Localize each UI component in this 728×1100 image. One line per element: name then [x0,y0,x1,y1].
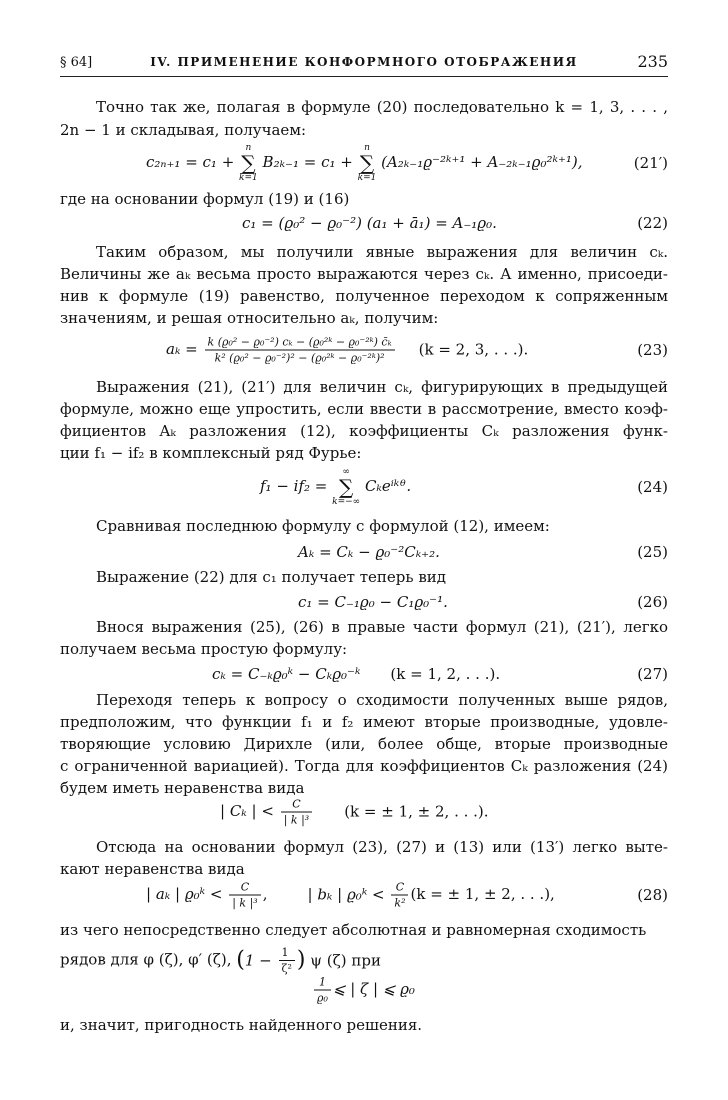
equation-number: (28) [637,886,668,904]
equation-number: (25) [637,543,668,561]
one-minus: 1 − [244,951,277,970]
eq-condition: (k = ± 1, ± 2, . . .). [344,802,489,820]
text-fragment: рядов для φ (ζ), φ′ (ζ), [60,950,232,969]
eq-part: | bₖ | ϱ₀ᵏ < [307,885,390,903]
sum-sign: ∞ ∑ k=−∞ [332,467,361,507]
equation-number: (21′) [633,154,668,172]
eq-lhs: c₂ₙ₊₁ = c₁ + [146,153,240,171]
equation-number: (23) [637,341,668,359]
text-line: с ограниченной вариацией). Тогда для коэффициентов Cₖ разложения (24) [60,757,668,775]
text-line: ции f₁ − if₂ в комплексный ряд Фурье: [60,444,362,462]
eq-rest: ⩽ | ζ | ⩽ ϱ₀ [332,980,415,998]
eq-condition: (k = 2, 3, . . .). [418,340,529,358]
equation-annulus [60,974,668,1006]
fraction-denominator: k² (ϱ₀² − ϱ₀⁻²)² − (ϱ₀²ᵏ − ϱ₀⁻²ᵏ)² [214,351,385,365]
sum-upper: ∞ [342,467,350,477]
equation-number: (26) [637,593,668,611]
text-fragment: ψ (ζ) при [310,951,381,970]
page-number: 235 [637,52,668,71]
eq-lhs: f₁ − if₂ = [260,477,333,495]
sum-lower: k=−∞ [332,497,361,507]
text-line: творяющие условию Дирихле (или, более обще, вторые производные [60,735,668,753]
equation-26 [60,589,668,615]
chapter-title: IV. ПРИМЕНЕНИЕ КОНФОРМНОГО ОТОБРАЖЕНИЯ [150,55,578,69]
text-line: Переходя теперь к вопросу о сходимости полученных выше рядов, [96,691,668,709]
eq-part: | aₖ | ϱ₀ᵏ < [146,885,228,903]
eq-rhs: (A₂ₖ₋₁ϱ⁻²ᵏ⁺¹ + A₋₂ₖ₋₁ϱ₀²ᵏ⁺¹), [376,153,583,171]
equation-24 [60,467,668,507]
eq-lhs: aₖ = [166,340,203,358]
text-line: Выражения (21), (21′) для величин cₖ, фигурирующих в предыдущей [96,378,668,396]
running-header [60,52,668,77]
text-line-series [60,946,668,975]
fraction [314,976,331,1005]
eq-mid: B₂ₖ₋₁ = c₁ + [257,153,358,171]
fraction-numerator: C [281,798,312,813]
eq-body: c₁ = C₋₁ϱ₀ − C₁ϱ₀⁻¹. [298,593,448,611]
equation-number: (27) [637,665,668,683]
equation-25 [60,539,668,565]
equation-number: (22) [637,214,668,232]
fraction-denominator: k² [394,896,406,910]
fraction-numerator: k (ϱ₀² − ϱ₀⁻²) cₖ − (ϱ₀²ᵏ − ϱ₀⁻²ᵏ) c̄ₖ [205,336,395,351]
sum-lower: k=1 [357,173,377,183]
right-paren: ) [296,947,306,973]
fraction-denominator: ϱ₀ [317,991,328,1005]
equation-27 [60,660,668,688]
sum-sign: n ∑ k=1 [239,143,258,183]
eq-body: Aₖ = Cₖ − ϱ₀⁻²Cₖ₊₂. [298,543,440,561]
equation-22 [60,210,668,236]
eq-lhs: | Cₖ | < [220,802,279,820]
eq-condition: (k = ± 1, ± 2, . . .), [410,885,555,903]
text-line: значениям, и решая относительно aₖ, получим: [60,309,439,327]
text-line: Таким образом, мы получили явные выражения для величин cₖ. [96,243,668,261]
equation-21-prime [60,143,668,183]
eq-body: c₁ = (ϱ₀² − ϱ₀⁻²) (a₁ + ā₁) = A₋₁ϱ₀. [242,214,497,232]
fraction-numerator: C [391,881,408,896]
section-ref: § 64] [60,55,93,70]
equation-23 [60,333,668,367]
text-line: Отсюда на основании формул (23), (27) и (13) или (13′) легко выте- [96,838,668,856]
fraction [391,881,408,910]
fraction-numerator: 1 [314,976,331,991]
sum-upper: n [364,143,370,153]
text-line: 2n − 1 и складывая, получаем: [60,121,307,139]
text-line: Выражение (22) для c₁ получает теперь вид [96,568,447,586]
sum-lower: k=1 [239,173,258,183]
text-line: где на основании формул (19) и (16) [60,190,350,208]
text-line: будем иметь неравенства вида [60,779,305,797]
text-line: Величины же aₖ весьма просто выражаются через cₖ. А именно, присоеди- [60,265,668,283]
sum-sign: n ∑ k=1 [357,143,377,183]
fraction [229,881,260,910]
text-line: предположим, что функции f₁ и f₂ имеют вторые производные, удовле- [60,713,668,731]
fraction-numerator: C [229,881,260,896]
fraction-numerator: 1 [279,946,295,961]
text-line: получаем весьма простую формулу: [60,640,348,658]
text-line: Точно так же, полагая в формуле (20) последовательно k = 1, 3, . . . , [96,98,668,116]
text-line: и, значит, пригодность найденного решения. [60,1016,423,1034]
eq-rhs: Cₖeⁱᵏᶿ. [360,477,412,495]
text-line: фициентов Aₖ разложения (12), коэффициенты Cₖ разложения функ- [60,422,668,440]
left-paren: ( [236,947,245,973]
text-line: Внося выражения (25), (26) в правые части формул (21), (21′), легко [96,618,668,636]
fraction [281,798,312,827]
inequality-c [60,795,668,829]
text-line: из чего непосредственно следует абсолютная и равномерная сходимость [60,921,647,939]
eq-condition: (k = 1, 2, . . .). [390,665,501,683]
fraction [279,946,295,975]
text-line: нив к формуле (19) равенство, полученное переходом к сопряженным [60,287,668,305]
text-line: Сравнивая последнюю формулу с формулой (12), имеем: [96,517,550,535]
fraction-denominator: | k |³ [232,896,258,910]
eq-part: , [262,885,268,903]
fraction-denominator: ζ² [281,962,292,975]
text-line: кают неравенства вида [60,860,245,878]
equation-number: (24) [637,478,668,496]
equation-28 [60,878,668,912]
fraction [205,336,395,365]
eq-body: cₖ = C₋ₖϱ₀ᵏ − Cₖϱ₀⁻ᵏ [212,665,361,683]
sum-upper: n [245,143,252,153]
text-line: формуле, можно еще упростить, если ввести в рассмотрение, вместо коэф- [60,400,668,418]
fraction-denominator: | k |³ [283,813,310,827]
